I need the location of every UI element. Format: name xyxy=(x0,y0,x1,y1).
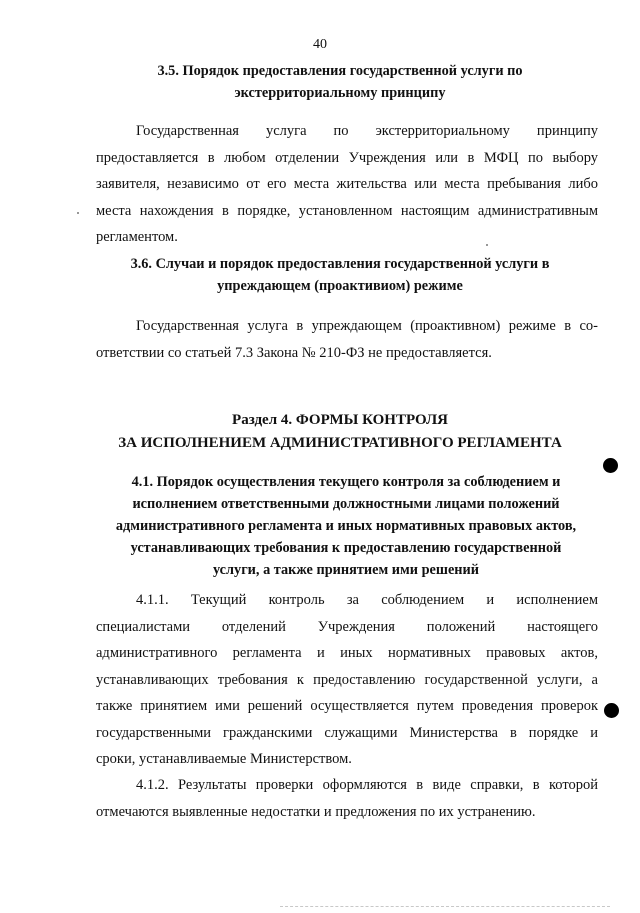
paragraph-line: ответствии со статьей 7.3 Закона № 210-ФЗ не предоставляется. xyxy=(96,344,492,361)
section-3-5-heading xyxy=(100,60,580,104)
heading-line: 3.6. Случаи и порядок предоставления государственной услуги в xyxy=(130,256,550,272)
paragraph-line: 4.1.2. Результаты проверки оформляются в виде справки, в которой xyxy=(136,777,598,793)
punch-hole-mark xyxy=(603,458,618,473)
heading-line: экстерриториальному принципу xyxy=(234,85,446,101)
heading-line: 4.1. Порядок осуществления текущего контроля за соблюдением и xyxy=(131,474,561,490)
paragraph-line: Государственная услуга в упреждающем (проактивном) режиме в со- xyxy=(136,318,598,334)
paragraph-line: отмечаются выявленные недостатки и предложения по их устранению. xyxy=(96,803,536,820)
heading-line: устанавливающих требования к предоставлению государственной xyxy=(130,540,562,556)
paragraph-line: регламентом. xyxy=(96,229,178,245)
title-line: Раздел 4. ФОРМЫ КОНТРОЛЯ xyxy=(232,412,448,428)
heading-line: упреждающем (проактивиом) режиме xyxy=(217,278,463,294)
section-3-6-paragraph xyxy=(96,313,598,366)
paragraph-4-1-1 xyxy=(96,587,598,773)
section-3-5-paragraph xyxy=(96,118,598,251)
heading-line: исполнением ответственными должностными лицами положений xyxy=(132,496,560,512)
scan-speck xyxy=(486,244,488,246)
paragraph-line: административного регламента и иных нормативных правовых актов, xyxy=(96,645,598,661)
paragraph-line: Государственная услуга по экстерриториальному принципу xyxy=(136,123,598,139)
paragraph-line: предоставляется в любом отделении Учреждения или в МФЦ по выбору xyxy=(96,149,598,166)
paragraph-line: устанавливающих требования к предоставлению государственной услуги, а xyxy=(96,671,598,688)
paragraph-line: также принятием ими решений осуществляется путем проведения проверок xyxy=(96,698,598,714)
paragraph-line: заявителя, независимо от его места жительства или места пребывания либо xyxy=(96,176,598,192)
heading-line: услуги, а также принятием ими решений xyxy=(212,562,480,578)
paragraph-line: сроки, устанавливаемые Министерством. xyxy=(96,751,352,767)
paragraph-line: специалистами отделений Учреждения положений настоящего xyxy=(96,618,598,635)
scan-edge-line xyxy=(280,906,610,907)
page-number: 40 xyxy=(313,37,327,52)
paragraph-line: места нахождения в порядке, установленном настоящим административным xyxy=(96,202,598,219)
heading-line: 3.5. Порядок предоставления государственной услуги по xyxy=(157,63,523,79)
title-line: ЗА ИСПОЛНЕНИЕМ АДМИНИСТРАТИВНОГО РЕГЛАМЕНТА xyxy=(118,435,562,451)
scan-speck xyxy=(77,212,79,214)
heading-line: административного регламента и иных нормативных правовых актов, xyxy=(115,518,577,534)
section-4-title xyxy=(80,409,600,455)
paragraph-line: государственными гражданскими служащими Министерства в порядке и xyxy=(96,724,598,741)
section-3-6-heading xyxy=(100,253,580,297)
punch-hole-mark xyxy=(604,703,619,718)
paragraph-line: 4.1.1. Текущий контроль за соблюдением и исполнением xyxy=(136,592,598,608)
section-4-1-heading xyxy=(96,471,596,581)
paragraph-4-1-2 xyxy=(96,772,598,825)
